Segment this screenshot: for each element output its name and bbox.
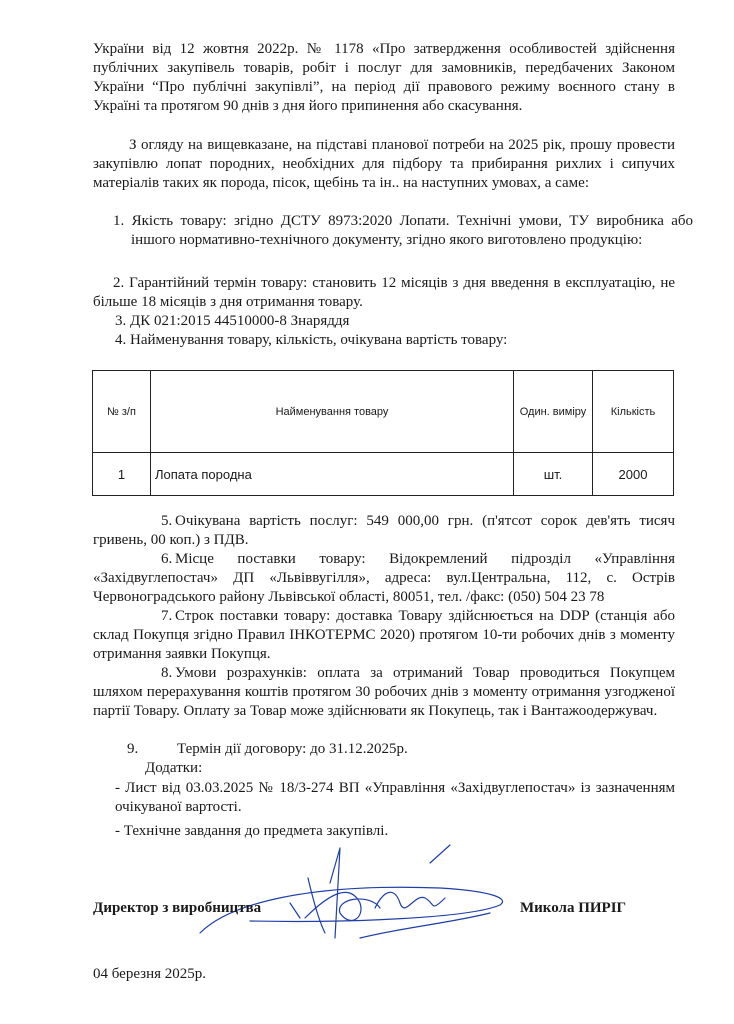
- cell-name: Лопата породна: [151, 453, 514, 496]
- term-7: [93, 607, 675, 664]
- term-number: 9.: [127, 741, 139, 757]
- header-unit: Один. виміру: [514, 371, 593, 453]
- condition-text: Якість товару: згідно ДСТУ 8973:2020 Лопати. Технічні умови, ТУ виробника або іншого нормативно-технічного документу, згідно якого виготовлено продукцію:: [131, 213, 694, 248]
- term-number: 8.: [161, 665, 173, 681]
- intro-paragraph: України від 12 жовтня 2022р. № 1178 «Про затвердження особливостей здійснення публічних закупівель товарів, робіт і послуг для замовників, передбачених Законом України “Про публічні закупівлі”, на період дії правового режиму воєнного стану в Україні та протягом 90 днів з дня його припинення або скасування.: [93, 41, 675, 114]
- term-text: Термін дії договору: до 31.12.2025р.: [177, 741, 408, 757]
- condition-2: [93, 274, 675, 312]
- condition-3: [115, 312, 349, 331]
- table-row: [93, 453, 674, 496]
- condition-text: Гарантійний термін товару: становить 12 місяців з дня введення в експлуатацію, не більше 18 місяців з дня отримання товару.: [93, 275, 676, 310]
- attachment-item: - Лист від 03.03.2025 № 18/3-274 ВП «Управління «Західвуглепостач» із зазначенням очікуваної вартості.: [115, 780, 675, 815]
- request-paragraph: З огляду на вищевказане, на підставі планової потреби на 2025 рік, прошу провести закупівлю лопат породних, необхідних для підбору та прибирання рихлих і сипучих матеріалів таких як порода, пісок, щебінь та ін.. на наступних умовах, а саме:: [93, 137, 675, 191]
- header-quantity: Кількість: [593, 371, 674, 453]
- term-number: 7.: [161, 608, 173, 624]
- term-number: 6.: [161, 551, 173, 567]
- signature-drawing: [190, 843, 520, 953]
- condition-number: 4.: [115, 332, 127, 348]
- term-text: Умови розрахунків: оплата за отриманий Товар проводиться Покупцем шляхом перерахування коштів протягом 30 робочих днів з моменту отримання узгодженої партії Товару. Оплату за Товар може здійснювати як Покупець, так і Вантажоодержувач.: [93, 665, 675, 719]
- term-number: 5.: [161, 513, 173, 529]
- term-9: [127, 740, 408, 759]
- condition-number: 1.: [113, 213, 125, 229]
- term-5: [93, 512, 675, 550]
- header-name: Найменування товару: [151, 371, 514, 453]
- cell-quantity: 2000: [593, 453, 674, 496]
- condition-text: Найменування товару, кількість, очікувана вартість товару:: [130, 332, 508, 348]
- table-header-row: [93, 371, 674, 453]
- header-number: № з/п: [93, 371, 151, 453]
- condition-1: [113, 212, 693, 250]
- condition-4: [115, 331, 507, 350]
- term-text: Очікувана вартість послуг: 549 000,00 грн. (п'ятсот сорок дев'ять тисяч гривень, 00 коп.) з ПДВ.: [93, 513, 675, 548]
- term-6: [93, 550, 675, 607]
- condition-number: 3.: [115, 313, 127, 329]
- goods-table: [92, 370, 674, 496]
- attachments-title: Додатки:: [145, 760, 203, 776]
- signatory-position: Директор з виробництва: [93, 900, 262, 916]
- cell-number: 1: [93, 453, 151, 496]
- term-8: [93, 664, 675, 721]
- attachment-item: - Технічне завдання до предмета закупівлі.: [115, 823, 389, 839]
- document-date: 04 березня 2025р.: [93, 966, 207, 982]
- condition-text: ДК 021:2015 44510000-8 Знаряддя: [130, 313, 350, 329]
- term-text: Строк поставки товару: доставка Товару здійснюється на DDP (станція або склад Покупця згідно Правил ІНКОТЕРМС 2020) протягом 10-ти робочих днів з моменту отримання заявки Покупця.: [93, 608, 675, 662]
- condition-number: 2.: [113, 275, 125, 291]
- term-text: Місце поставки товару: Відокремлений підрозділ «Управління «Західвуглепостач» ДП «Львіввугілля», адреса: вул.Центральна, 112, с. Острів Червоноградського району Львівської області, 80051, тел. /факс: (050) 504 23 78: [93, 551, 675, 605]
- signatory-name: Микола ПИРІГ: [520, 900, 627, 916]
- cell-unit: шт.: [514, 453, 593, 496]
